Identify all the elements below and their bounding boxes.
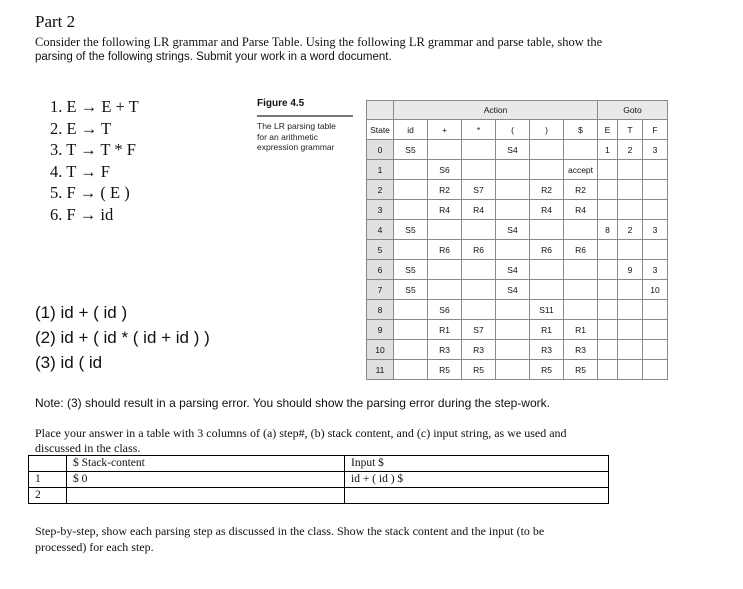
answer-cell: $ 0 (67, 472, 345, 488)
table-cell: R1 (428, 320, 462, 340)
table-cell (598, 340, 618, 360)
table-cell (618, 300, 643, 320)
caption-line: for an arithmetic (257, 131, 318, 142)
table-cell (564, 300, 598, 320)
grammar-rule: 6. F → id (50, 204, 114, 224)
column-header: id (394, 120, 428, 140)
table-cell (643, 240, 668, 260)
table-row (367, 140, 668, 160)
table-cell: S4 (496, 140, 530, 160)
table-cell (428, 260, 462, 280)
table-row (367, 180, 668, 200)
caption-line: The LR parsing table (257, 121, 336, 131)
table-row (367, 260, 668, 280)
table-cell: S4 (496, 220, 530, 240)
table-cell (564, 220, 598, 240)
table-row (367, 280, 668, 300)
table-cell: 9 (618, 260, 643, 280)
table-row (367, 200, 668, 220)
input-string: (2) id + ( id * ( id + id ) ) (35, 328, 210, 347)
step-instructions-line: Step-by-step, show each parsing step as discussed in the class. Show the stack content and the input (to be (35, 524, 545, 538)
table-cell (394, 360, 428, 380)
instructions-text (35, 426, 567, 455)
table-cell (462, 260, 496, 280)
column-header: F (643, 120, 668, 140)
table-cell (428, 140, 462, 160)
table-row (367, 320, 668, 340)
table-row (367, 160, 668, 180)
table-cell (462, 160, 496, 180)
state-cell: 5 (367, 240, 394, 260)
table-cell (496, 240, 530, 260)
answer-table (28, 455, 609, 504)
table-cell: 1 (598, 140, 618, 160)
table-row (367, 340, 668, 360)
table-cell: 3 (643, 140, 668, 160)
instructions-line: discussed in the class. (35, 440, 141, 455)
grammar-rule: 1. E → E + T (50, 97, 139, 116)
table-cell (394, 180, 428, 200)
grammar-rules (50, 96, 139, 226)
table-cell (530, 280, 564, 300)
state-cell: 4 (367, 220, 394, 240)
note-text: Note: (3) should result in a parsing error. You should show the parsing error during the step-work. (35, 396, 550, 410)
table-row (367, 360, 668, 380)
table-cell: R6 (530, 240, 564, 260)
input-string: (1) id + ( id ) (35, 303, 128, 322)
state-cell: 6 (367, 260, 394, 280)
answer-cell: id + ( id ) $ (345, 472, 609, 488)
table-cell: S6 (428, 300, 462, 320)
table-cell: R5 (530, 360, 564, 380)
table-cell (618, 360, 643, 380)
goto-header: Goto (598, 101, 668, 120)
table-cell (598, 200, 618, 220)
column-header: $ (564, 120, 598, 140)
state-cell: 3 (367, 200, 394, 220)
table-cell: R2 (428, 180, 462, 200)
table-cell: R6 (428, 240, 462, 260)
state-cell: 11 (367, 360, 394, 380)
table-cell: R3 (564, 340, 598, 360)
step-instructions (35, 523, 544, 555)
state-cell: 1 (367, 160, 394, 180)
table-cell (618, 340, 643, 360)
table-cell (618, 180, 643, 200)
table-cell (643, 160, 668, 180)
table-cell (530, 140, 564, 160)
state-cell: 10 (367, 340, 394, 360)
table-cell: R3 (462, 340, 496, 360)
grammar-rule: 4. T → F (50, 161, 110, 181)
answer-column-header (29, 456, 67, 472)
table-cell (643, 320, 668, 340)
table-cell: R2 (564, 180, 598, 200)
state-cell: 0 (367, 140, 394, 160)
column-header: * (462, 120, 496, 140)
table-header-groups (367, 101, 668, 120)
table-cell (643, 200, 668, 220)
grammar-rule: 5. F → ( E ) (50, 183, 130, 203)
answer-row (29, 488, 609, 504)
intro-text-line-1: Consider the following LR grammar and Parse Table. Using the following LR grammar and parse table, show the (35, 35, 603, 49)
table-cell (496, 340, 530, 360)
table-cell (643, 360, 668, 380)
table-cell: S4 (496, 280, 530, 300)
table-cell: S6 (428, 160, 462, 180)
table-cell (618, 320, 643, 340)
table-cell (462, 280, 496, 300)
figure-label: Figure 4.5 (257, 98, 305, 109)
step-instructions-line: processed) for each step. (35, 540, 154, 554)
table-cell (598, 180, 618, 200)
table-cell (394, 300, 428, 320)
state-cell: 2 (367, 180, 394, 200)
table-header-row (367, 120, 668, 140)
table-cell (496, 180, 530, 200)
table-cell: S4 (496, 260, 530, 280)
answer-cell: 2 (29, 488, 67, 504)
table-cell: R3 (428, 340, 462, 360)
table-cell (564, 280, 598, 300)
table-cell: S5 (394, 260, 428, 280)
table-cell: R2 (530, 180, 564, 200)
table-cell: 3 (643, 260, 668, 280)
answer-cell (67, 488, 345, 504)
table-cell: 8 (598, 220, 618, 240)
table-cell (643, 180, 668, 200)
table-cell (394, 320, 428, 340)
table-cell: S5 (394, 220, 428, 240)
answer-row (29, 472, 609, 488)
table-cell (618, 160, 643, 180)
table-cell (428, 220, 462, 240)
table-cell (598, 280, 618, 300)
table-cell (530, 260, 564, 280)
table-corner-cell (367, 101, 394, 120)
table-cell (394, 160, 428, 180)
table-cell: R6 (462, 240, 496, 260)
lr-parse-table (366, 100, 668, 380)
input-string: (3) id ( id (35, 353, 103, 372)
table-cell (530, 160, 564, 180)
table-cell (598, 260, 618, 280)
action-header: Action (394, 101, 598, 120)
table-cell (496, 320, 530, 340)
table-cell: R4 (428, 200, 462, 220)
column-header: + (428, 120, 462, 140)
table-cell (618, 280, 643, 300)
table-cell: R5 (462, 360, 496, 380)
input-strings (35, 300, 210, 375)
table-row (367, 220, 668, 240)
page-title: Part 2 (35, 12, 76, 31)
answer-cell (345, 488, 609, 504)
table-cell (598, 160, 618, 180)
table-cell: R5 (564, 360, 598, 380)
table-cell (394, 200, 428, 220)
table-cell: S7 (462, 320, 496, 340)
grammar-rule: 3. T → T * F (50, 140, 136, 160)
table-cell: 10 (643, 280, 668, 300)
table-cell (496, 300, 530, 320)
column-header: E (598, 120, 618, 140)
table-cell: R1 (564, 320, 598, 340)
table-cell (462, 220, 496, 240)
table-cell (394, 340, 428, 360)
answer-cell: 1 (29, 472, 67, 488)
table-cell (618, 200, 643, 220)
column-header: T (618, 120, 643, 140)
table-cell (462, 300, 496, 320)
table-cell (643, 300, 668, 320)
table-cell: R3 (530, 340, 564, 360)
intro-text-line-2: parsing of the following strings. Submit your work in a word document. (35, 51, 392, 63)
table-cell (618, 240, 643, 260)
answer-column-header: Input $ (345, 456, 609, 472)
table-cell (496, 200, 530, 220)
state-cell: 9 (367, 320, 394, 340)
table-cell: R4 (462, 200, 496, 220)
table-cell (564, 260, 598, 280)
state-cell: 8 (367, 300, 394, 320)
answer-header-row (29, 456, 609, 472)
table-cell (598, 320, 618, 340)
table-cell: R1 (530, 320, 564, 340)
table-cell (530, 220, 564, 240)
column-header: ) (530, 120, 564, 140)
column-header: ( (496, 120, 530, 140)
table-cell (462, 140, 496, 160)
figure-divider (257, 115, 353, 117)
table-cell (496, 160, 530, 180)
table-cell: S7 (462, 180, 496, 200)
instructions-line: Place your answer in a table with 3 columns of (a) step#, (b) stack content, and (c) input string, as we used and (35, 426, 567, 440)
table-cell: R5 (428, 360, 462, 380)
table-cell (643, 340, 668, 360)
column-header: State (367, 120, 394, 140)
table-cell (598, 240, 618, 260)
table-cell: 2 (618, 220, 643, 240)
table-cell: S5 (394, 140, 428, 160)
table-cell: S11 (530, 300, 564, 320)
table-cell (428, 280, 462, 300)
table-cell: S5 (394, 280, 428, 300)
table-cell: 2 (618, 140, 643, 160)
table-cell: R6 (564, 240, 598, 260)
table-cell: R4 (564, 200, 598, 220)
table-cell (598, 360, 618, 380)
table-row (367, 300, 668, 320)
table-cell: R4 (530, 200, 564, 220)
table-cell: accept (564, 160, 598, 180)
table-row (367, 240, 668, 260)
table-cell: 3 (643, 220, 668, 240)
table-cell (598, 300, 618, 320)
answer-column-header: $ Stack-content (67, 456, 345, 472)
table-cell (394, 240, 428, 260)
table-cell (496, 360, 530, 380)
figure-caption (257, 121, 336, 153)
table-cell (564, 140, 598, 160)
caption-line: expression grammar (257, 142, 335, 152)
state-cell: 7 (367, 280, 394, 300)
grammar-rule: 2. E → T (50, 118, 112, 138)
